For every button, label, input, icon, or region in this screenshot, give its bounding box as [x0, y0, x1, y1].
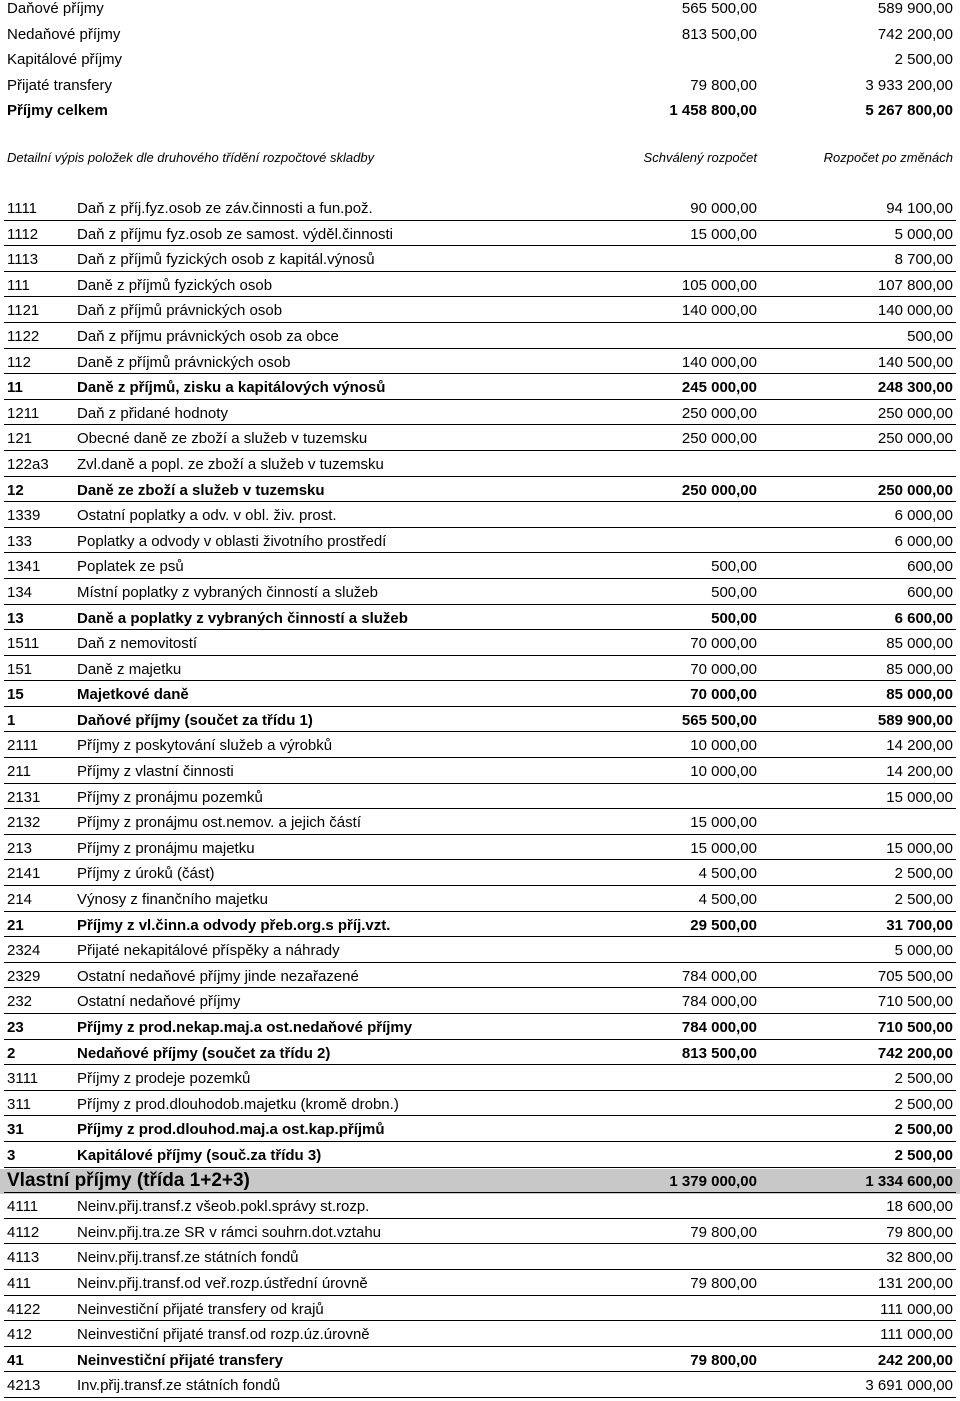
summary-table — [0, 0, 960, 128]
table-row — [0, 1322, 960, 1348]
item-code: 1511 — [7, 635, 40, 653]
table-row — [0, 1271, 960, 1297]
changed-value: 742 200,00 — [877, 1044, 953, 1062]
table-row — [0, 580, 960, 606]
table-row — [0, 810, 960, 836]
changed-value: 600,00 — [907, 583, 953, 601]
approved-value: 500,00 — [711, 558, 757, 576]
item-name: Vlastní příjmy (třída 1+2+3) — [7, 1169, 250, 1191]
item-code: 1113 — [7, 251, 39, 269]
column-header-after-changes: Rozpočet po změnách — [823, 150, 953, 165]
item-name: Ostatní poplatky a odv. v obl. živ. prost. — [77, 507, 337, 525]
item-name: Poplatek ze psů — [77, 558, 184, 576]
row-divider — [4, 655, 956, 656]
row-divider — [4, 1090, 956, 1091]
item-name: Daň z příjmů fyzických osob z kapitál.výnosů — [77, 251, 375, 269]
changed-value: 15 000,00 — [886, 788, 953, 806]
approved-value: 79 800,00 — [690, 1274, 757, 1292]
item-code: 232 — [7, 993, 33, 1011]
approved-value: 250 000,00 — [681, 430, 757, 448]
changed-value: 710 500,00 — [877, 993, 953, 1011]
changed-value: 5 000,00 — [894, 225, 953, 243]
approved-value: 813 500,00 — [681, 1044, 757, 1062]
changed-value: 2 500,00 — [894, 865, 953, 883]
row-divider — [4, 578, 956, 579]
approved-value: 70 000,00 — [690, 686, 757, 704]
row-divider — [4, 629, 956, 630]
changed-value: 140 000,00 — [877, 302, 953, 320]
table-row — [0, 657, 960, 683]
changed-value: 85 000,00 — [886, 686, 953, 704]
row-divider — [4, 399, 956, 400]
table-row — [0, 1245, 960, 1271]
item-name: Neinv.přij.transf.od veř.rozp.ústřední úrovně — [77, 1274, 368, 1292]
item-code: 21 — [7, 916, 24, 934]
row-divider — [4, 271, 956, 272]
table-row — [0, 1066, 960, 1092]
row-divider — [4, 808, 956, 809]
row-divider — [4, 604, 956, 605]
changed-value: 705 500,00 — [877, 967, 953, 985]
item-name: Daň z příj.fyz.osob ze záv.činnosti a fun.pož. — [77, 200, 373, 217]
approved-value: 565 500,00 — [681, 711, 757, 729]
item-name: Daně z příjmů, zisku a kapitálových výnosů — [77, 379, 386, 397]
row-divider — [4, 706, 956, 707]
item-name: Daňové příjmy (součet za třídu 1) — [77, 711, 313, 729]
row-divider — [4, 731, 956, 732]
item-name: Příjmy z pronájmu ost.nemov. a jejich částí — [77, 814, 361, 832]
item-code: 41 — [7, 1351, 24, 1369]
item-code: 151 — [7, 660, 33, 678]
item-name: Zvl.daně a popl. ze zboží a služeb v tuzemsku — [77, 455, 384, 473]
item-code: 12 — [7, 481, 24, 499]
summary-approved-value: 565 500,00 — [681, 0, 757, 17]
row-divider — [4, 859, 956, 860]
summary-changed-value: 2 500,00 — [894, 51, 953, 68]
approved-value: 4 500,00 — [698, 865, 757, 883]
table-row — [0, 1373, 960, 1399]
approved-value: 105 000,00 — [681, 276, 757, 294]
item-name: Ostatní nedaňové příjmy jinde nezařazené — [77, 967, 359, 985]
item-code: 111 — [7, 276, 30, 294]
table-row — [0, 196, 960, 222]
item-code: 11 — [7, 379, 23, 397]
table-row — [0, 836, 960, 862]
item-code: 13 — [7, 609, 24, 627]
summary-row — [0, 102, 960, 128]
item-code: 1339 — [7, 507, 41, 525]
table-row — [0, 1220, 960, 1246]
approved-value: 784 000,00 — [681, 1019, 757, 1036]
row-divider — [4, 296, 956, 297]
item-code: 134 — [7, 583, 33, 601]
table-row — [0, 733, 960, 759]
item-code: 4213 — [7, 1377, 41, 1395]
detail-header — [0, 150, 960, 168]
item-name: Daň z přidané hodnoty — [77, 404, 228, 422]
item-code: 3111 — [7, 1070, 39, 1088]
approved-value: 70 000,00 — [690, 660, 757, 678]
table-row — [0, 452, 960, 478]
table-row — [0, 913, 960, 939]
approved-value: 15 000,00 — [690, 814, 757, 832]
table-row — [0, 1015, 960, 1041]
table-row — [0, 759, 960, 785]
item-code: 213 — [7, 839, 33, 857]
summary-changed-value: 3 933 200,00 — [865, 76, 953, 94]
summary-label: Kapitálové příjmy — [7, 51, 123, 68]
table-row — [0, 375, 960, 401]
approved-value: 500,00 — [711, 609, 757, 627]
table-row — [0, 554, 960, 580]
table-row — [0, 785, 960, 811]
changed-value: 6 000,00 — [894, 507, 953, 525]
changed-value: 131 200,00 — [877, 1274, 953, 1292]
changed-value: 18 600,00 — [886, 1198, 953, 1216]
table-row — [0, 1194, 960, 1220]
table-row — [0, 273, 960, 299]
changed-value: 6 000,00 — [894, 532, 953, 550]
row-divider — [4, 962, 956, 963]
item-code: 211 — [7, 763, 31, 781]
approved-value: 140 000,00 — [681, 302, 757, 320]
item-code: 1341 — [7, 558, 41, 576]
table-row — [0, 426, 960, 452]
item-name: Neinv.přij.tra.ze SR v rámci souhrn.dot.vztahu — [77, 1223, 382, 1241]
item-name: Příjmy z pronájmu pozemků — [77, 788, 263, 806]
item-name: Kapitálové příjmy (souč.za třídu 3) — [77, 1146, 322, 1164]
changed-value: 248 300,00 — [877, 379, 953, 397]
item-code: 122a3 — [7, 455, 49, 473]
changed-value: 8 700,00 — [894, 251, 953, 269]
table-row — [0, 529, 960, 555]
changed-value: 2 500,00 — [894, 1095, 953, 1113]
approved-value: 4 500,00 — [698, 891, 757, 909]
summary-changed-value: 589 900,00 — [877, 0, 953, 17]
item-name: Příjmy z pronájmu majetku — [77, 839, 255, 857]
row-divider — [4, 527, 956, 528]
table-row — [0, 324, 960, 350]
row-divider — [4, 1064, 956, 1065]
summary-changed-value: 5 267 800,00 — [865, 102, 953, 119]
changed-value: 15 000,00 — [886, 839, 953, 857]
row-divider — [4, 1295, 956, 1296]
item-name: Neinvestiční přijaté transfery od krajů — [77, 1300, 324, 1318]
row-divider — [4, 1039, 956, 1040]
changed-value: 600,00 — [907, 558, 953, 576]
table-row — [0, 1092, 960, 1118]
changed-value: 79 800,00 — [886, 1223, 953, 1241]
changed-value: 14 200,00 — [886, 737, 953, 755]
row-divider — [4, 1218, 956, 1219]
item-name: Daň z příjmu fyz.osob ze samost. výděl.činnosti — [77, 225, 393, 243]
detail-table — [0, 196, 960, 1399]
changed-value: 31 700,00 — [886, 916, 953, 934]
table-row — [0, 938, 960, 964]
row-divider — [4, 1141, 956, 1142]
item-code: 133 — [7, 532, 33, 550]
item-code: 1 — [7, 711, 16, 729]
item-name: Příjmy z úroků (část) — [77, 865, 215, 883]
changed-value: 111 000,00 — [880, 1300, 953, 1318]
approved-value: 10 000,00 — [690, 763, 757, 781]
row-divider — [4, 348, 956, 349]
row-divider — [4, 783, 956, 784]
row-divider — [4, 757, 956, 758]
item-code: 2131 — [7, 788, 41, 806]
changed-value: 94 100,00 — [886, 200, 953, 217]
changed-value: 242 200,00 — [877, 1351, 953, 1369]
summary-row — [0, 77, 960, 103]
item-code: 2 — [7, 1044, 16, 1062]
approved-value: 29 500,00 — [690, 916, 757, 934]
table-row — [0, 1117, 960, 1143]
changed-value: 1 334 600,00 — [865, 1172, 953, 1190]
item-name: Neinv.přij.transf.ze státních fondů — [77, 1249, 299, 1267]
table-row — [0, 503, 960, 529]
approved-value: 250 000,00 — [681, 481, 757, 499]
item-code: 1121 — [7, 302, 40, 320]
item-name: Přijaté nekapitálové příspěky a náhrady — [77, 942, 340, 960]
item-name: Daně z majetku — [77, 660, 182, 678]
item-name: Místní poplatky z vybraných činností a služeb — [77, 583, 378, 601]
detail-header-label: Detailní výpis položek dle druhového třídění rozpočtové skladby — [7, 150, 375, 165]
summary-changed-value: 742 200,00 — [877, 25, 953, 43]
row-divider — [4, 1371, 956, 1372]
item-name: Příjmy z prod.dlouhodob.majetku (kromě drobn.) — [77, 1095, 399, 1113]
table-row — [0, 887, 960, 913]
approved-value: 784 000,00 — [681, 967, 757, 985]
row-divider — [4, 1115, 956, 1116]
row-divider — [4, 680, 956, 681]
item-code: 4122 — [7, 1300, 41, 1318]
changed-value: 250 000,00 — [877, 430, 953, 448]
changed-value: 107 800,00 — [877, 276, 953, 294]
item-code: 121 — [7, 430, 33, 448]
item-name: Daně z příjmů fyzických osob — [77, 276, 273, 294]
table-row — [0, 1348, 960, 1374]
item-name: Inv.přij.transf.ze státních fondů — [77, 1377, 281, 1395]
item-code: 4113 — [7, 1249, 40, 1267]
item-name: Nedaňové příjmy (součet za třídu 2) — [77, 1044, 331, 1062]
item-name: Neinvestiční přijaté transf.od rozp.úz.úrovně — [77, 1326, 370, 1344]
approved-value: 245 000,00 — [681, 379, 757, 397]
row-divider — [4, 936, 956, 937]
item-code: 2329 — [7, 967, 41, 985]
row-divider — [4, 834, 956, 835]
changed-value: 140 500,00 — [877, 353, 953, 371]
approved-value: 140 000,00 — [681, 353, 757, 371]
summary-row — [0, 51, 960, 77]
item-name: Daň z příjmu právnických osob za obce — [77, 327, 339, 345]
item-code: 1122 — [7, 327, 40, 345]
table-row — [0, 682, 960, 708]
item-name: Příjmy z poskytování služeb a výrobků — [77, 737, 333, 755]
item-code: 311 — [7, 1095, 31, 1113]
changed-value: 6 600,00 — [894, 609, 953, 627]
table-row — [0, 989, 960, 1015]
table-row — [0, 708, 960, 734]
approved-value: 10 000,00 — [690, 737, 757, 755]
summary-label: Příjmy celkem — [7, 102, 108, 119]
table-row — [0, 298, 960, 324]
item-code: 2132 — [7, 814, 41, 832]
table-row — [0, 861, 960, 887]
item-code: 1211 — [7, 404, 40, 422]
item-name: Obecné daně ze zboží a služeb v tuzemsku — [77, 430, 368, 448]
changed-value: 250 000,00 — [877, 481, 953, 499]
changed-value: 14 200,00 — [886, 763, 953, 781]
item-code: 214 — [7, 891, 33, 909]
row-divider — [4, 885, 956, 886]
item-name: Ostatní nedaňové příjmy — [77, 993, 241, 1011]
row-divider — [4, 424, 956, 425]
approved-value: 15 000,00 — [690, 225, 757, 243]
summary-row — [0, 26, 960, 52]
item-code: 23 — [7, 1019, 24, 1036]
row-divider — [4, 1013, 956, 1014]
table-row — [0, 222, 960, 248]
item-name: Neinv.přij.transf.z všeob.pokl.správy st.rozp. — [77, 1198, 370, 1216]
approved-value: 250 000,00 — [681, 404, 757, 422]
changed-value: 111 000,00 — [880, 1326, 953, 1344]
row-divider — [4, 911, 956, 912]
row-divider — [4, 220, 956, 221]
table-row — [0, 1143, 960, 1169]
approved-value: 500,00 — [711, 583, 757, 601]
item-name: Poplatky a odvody v oblasti životního prostředí — [77, 532, 387, 550]
changed-value: 32 800,00 — [886, 1249, 953, 1267]
item-code: 411 — [7, 1274, 31, 1292]
approved-value: 1 379 000,00 — [669, 1172, 757, 1190]
changed-value: 85 000,00 — [886, 660, 953, 678]
item-code: 4111 — [7, 1198, 39, 1216]
summary-approved-value: 813 500,00 — [681, 25, 757, 43]
table-row — [0, 478, 960, 504]
approved-value: 79 800,00 — [690, 1351, 757, 1369]
approved-value: 79 800,00 — [690, 1223, 757, 1241]
summary-label: Daňové příjmy — [7, 0, 104, 17]
changed-value: 85 000,00 — [886, 635, 953, 653]
item-code: 1112 — [7, 225, 39, 243]
row-divider — [4, 373, 956, 374]
row-divider — [4, 1167, 956, 1168]
item-code: 3 — [7, 1146, 16, 1164]
changed-value: 2 500,00 — [894, 1070, 953, 1088]
item-name: Výnosy z finančního majetku — [77, 891, 268, 909]
table-row — [0, 401, 960, 427]
changed-value: 2 500,00 — [894, 1121, 953, 1139]
item-name: Majetkové daně — [77, 686, 189, 704]
changed-value: 5 000,00 — [894, 942, 953, 960]
row-divider — [4, 1397, 956, 1398]
changed-value: 2 500,00 — [894, 891, 953, 909]
table-row — [0, 247, 960, 273]
item-name: Daň z příjmů právnických osob — [77, 302, 283, 320]
summary-label: Přijaté transfery — [7, 76, 113, 94]
row-divider — [4, 1346, 956, 1347]
item-name: Daně z příjmů právnických osob — [77, 353, 291, 371]
approved-value: 70 000,00 — [690, 635, 757, 653]
changed-value: 500,00 — [907, 327, 953, 345]
approved-value: 784 000,00 — [681, 993, 757, 1011]
row-divider — [4, 1243, 956, 1244]
item-name: Neinvestiční přijaté transfery — [77, 1351, 283, 1369]
summary-approved-value: 1 458 800,00 — [669, 102, 757, 119]
row-divider — [4, 552, 956, 553]
table-row — [0, 1041, 960, 1067]
item-name: Daň z nemovitostí — [77, 635, 198, 653]
item-code: 4112 — [7, 1223, 40, 1241]
summary-label: Nedaňové příjmy — [7, 25, 121, 43]
changed-value: 589 900,00 — [877, 711, 953, 729]
table-row — [0, 350, 960, 376]
total-row — [0, 1169, 960, 1195]
row-divider — [4, 322, 956, 323]
column-header-approved: Schválený rozpočet — [643, 150, 757, 165]
item-code: 112 — [7, 353, 31, 371]
table-row — [0, 606, 960, 632]
table-row — [0, 631, 960, 657]
item-name: Daně ze zboží a služeb v tuzemsku — [77, 481, 325, 499]
changed-value: 250 000,00 — [877, 404, 953, 422]
approved-value: 90 000,00 — [690, 200, 757, 217]
item-name: Příjmy z prod.nekap.maj.a ost.nedaňové příjmy — [77, 1019, 413, 1036]
table-row — [0, 964, 960, 990]
item-name: Daně a poplatky z vybraných činností a služeb — [77, 609, 408, 627]
item-code: 31 — [7, 1121, 24, 1139]
row-divider — [4, 476, 956, 477]
row-divider — [4, 987, 956, 988]
item-name: Příjmy z vlastní činnosti — [77, 763, 234, 781]
row-divider — [4, 1192, 956, 1193]
item-code: 2141 — [7, 865, 41, 883]
approved-value: 15 000,00 — [690, 839, 757, 857]
item-name: Příjmy z prodeje pozemků — [77, 1070, 251, 1088]
item-code: 412 — [7, 1326, 33, 1344]
row-divider — [4, 501, 956, 502]
item-code: 1111 — [7, 200, 38, 217]
changed-value: 2 500,00 — [894, 1146, 953, 1164]
summary-row — [0, 0, 960, 26]
item-code: 15 — [7, 686, 24, 704]
row-divider — [4, 450, 956, 451]
row-divider — [4, 1320, 956, 1321]
item-code: 2111 — [7, 737, 39, 755]
summary-approved-value: 79 800,00 — [690, 76, 757, 94]
item-name: Příjmy z prod.dlouhod.maj.a ost.kap.příjmů — [77, 1121, 385, 1139]
table-row — [0, 1297, 960, 1323]
item-name: Příjmy z vl.činn.a odvody přeb.org.s příj.vzt. — [77, 916, 391, 934]
item-code: 2324 — [7, 942, 41, 960]
changed-value: 710 500,00 — [877, 1019, 953, 1036]
changed-value: 3 691 000,00 — [865, 1377, 953, 1395]
row-divider — [4, 245, 956, 246]
row-divider — [4, 1269, 956, 1270]
